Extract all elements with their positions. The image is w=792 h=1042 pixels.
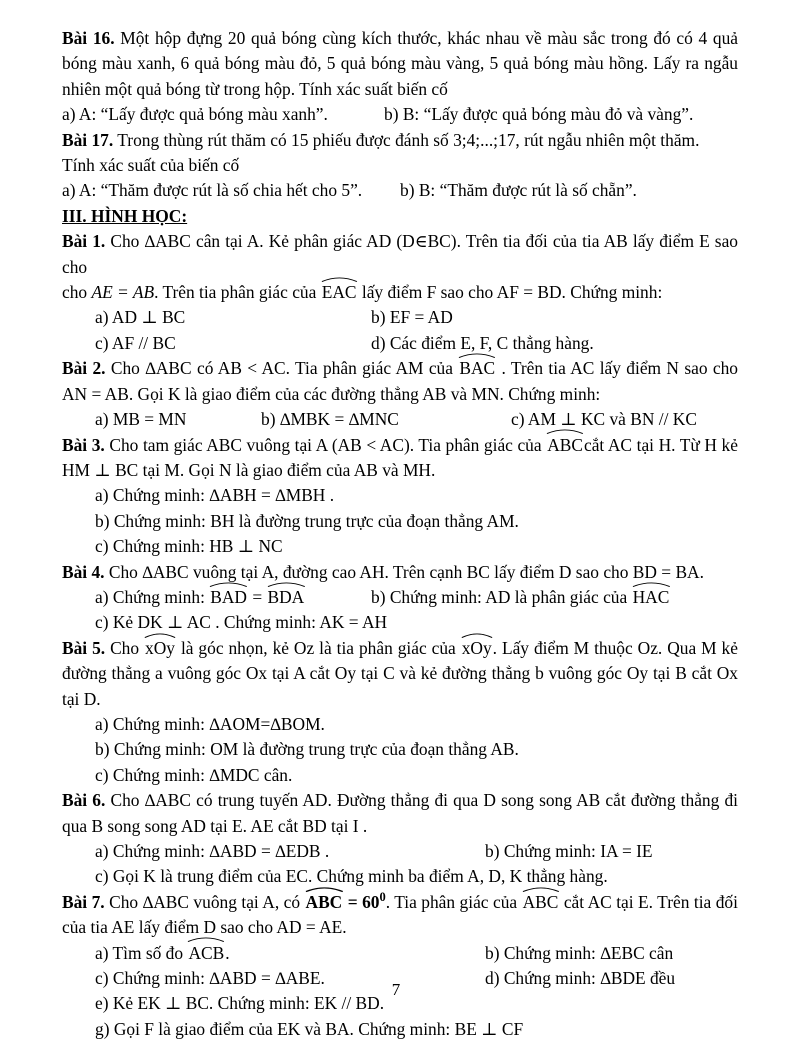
angle-letters: BDA <box>267 586 305 607</box>
exercise-label: Bài 2. <box>62 358 106 379</box>
exercise-bai1-line2: cho AE = AB. Trên tia phân giác của EAC lấy điểm F sao cho AF = BD. Chứng minh: <box>62 280 738 305</box>
bai7-t3: . Tia phân giác của <box>385 891 518 912</box>
angle-letters: ABC <box>305 891 343 912</box>
exercise-body: Một hộp đựng 20 quả bóng cùng kích thước, khác nhau về màu sắc trong đó có 4 quả bóng màu xanh, 6 quả bóng màu đỏ, 5 quả bóng màu vàng, 5 quả bóng màu hồng. Lấy ra ngẫu nhiên một quả bóng từ trong hộp. Tính xác suất biến cố <box>62 28 738 99</box>
exercise-label: Bài 6. <box>62 790 106 811</box>
angle-letters: BAC <box>459 358 496 379</box>
bai5-item-a: a) Chứng minh: ∆AOM=∆BOM. <box>95 713 325 734</box>
exercise-label: Bài 1. <box>62 231 106 252</box>
exercise-bai5 <box>62 636 738 712</box>
bai2-item-b: b) ∆MBK = ∆MNC <box>261 409 399 430</box>
bai6-item-c-row <box>62 864 738 889</box>
bai4-item-b-pre: b) Chứng minh: AD là phân giác của <box>371 586 628 607</box>
bai1-t6: . Chứng minh: <box>561 282 663 303</box>
bai7-item-a-post: . <box>225 942 230 963</box>
bai4-items-row-1 <box>62 585 738 610</box>
section-heading-hinh-hoc: III. HÌNH HỌC: <box>62 205 188 226</box>
bai1-item-d: d) Các điểm E, F, C thẳng hàng. <box>371 332 594 353</box>
bai7-value: 60 <box>362 891 380 912</box>
bai4-t1: Cho ∆ABC vuông tại A, đường cao AH. Trên cạnh BC lấy điểm D sao cho BD = BA. <box>108 561 704 582</box>
exercise-label: Bài 17. <box>62 129 114 150</box>
bai2-t2: . Trên tia AC lấy điểm N sao cho AN = AB. Gọi K là giao điểm của các đường thẳng AB và MN. Chứng minh: <box>62 358 738 404</box>
bai7-t1: Cho ∆ABC vuông tại A, có <box>109 891 301 912</box>
exercise-label: Bài 7. <box>62 891 105 912</box>
bai5-item-a-row <box>62 712 738 737</box>
exercise-bai16 <box>62 26 738 102</box>
bai3-item-a-row <box>62 483 738 508</box>
bai7-item-e: e) Kẻ EK ⊥ BC. Chứng minh: EK // BD. <box>95 993 385 1014</box>
exercise-bai6 <box>62 788 738 839</box>
angle-letters: HAC <box>632 586 670 607</box>
bai6-t1: Cho ∆ABC có trung tuyến AD. Đường thẳng đi qua D song song AB cắt đường thẳng đi qua B song song AD tại E. AE cắt BD tại I . <box>62 790 738 836</box>
bai1-t5: AF = BD <box>496 282 562 303</box>
page-number: 7 <box>391 980 401 999</box>
bai5-item-b: b) Chứng minh: OM là đường trung trực của đoạn thẳng AB. <box>95 739 519 760</box>
bai6-item-b: b) Chứng minh: IA = IE <box>485 841 653 861</box>
bai7-item-g-row <box>62 1017 738 1042</box>
exercise-label: Bài 16. <box>62 28 115 48</box>
bai3-t3: HM ⊥ BC <box>62 459 139 480</box>
angle-abc-2 <box>522 890 560 915</box>
page-content <box>62 26 738 1042</box>
bai1-item-b: b) EF = AD <box>371 307 453 328</box>
bai3-t2: cắt AC tại H. Từ H kẻ <box>583 434 738 455</box>
exercise-bai2 <box>62 356 738 407</box>
exercise-label: Bài 4. <box>62 561 105 582</box>
bai6-items-row-1 <box>62 839 738 864</box>
exercise-bai7 <box>62 890 738 941</box>
exercise-bai3 <box>62 433 738 484</box>
bai2-item-c: c) AM ⊥ KC và BN // KC <box>511 409 697 430</box>
bai7-item-d: d) Chứng minh: ∆BDE đều <box>485 968 676 989</box>
bai2-item-a: a) MB = MN <box>95 409 187 430</box>
bai7-item-a <box>95 941 485 966</box>
angle-bda <box>267 585 306 610</box>
bai2-t1: Cho ∆ABC có AB < AC. Tia phân giác AM của <box>110 358 453 379</box>
angle-letters: EAC <box>321 282 357 303</box>
bai17-item-b: b) B: “Thăm được rút là số chẵn”. <box>400 180 637 201</box>
bai7-eq: = <box>347 891 358 912</box>
bai1-ae-eq-ab: AE = AB <box>91 282 155 303</box>
bai6-item-c: c) Gọi K là trung điểm của EC. Chứng minh ba điểm A, D, K thẳng hàng. <box>95 866 608 887</box>
bai7-item-a-pre: a) Tìm số đo <box>95 942 184 963</box>
bai5-t2: là góc nhọn, kẻ Oz là tia phân giác của <box>180 637 456 658</box>
bai7-value-degree: 0 <box>379 890 386 905</box>
angle-hac <box>632 585 671 610</box>
angle-letters: BAD <box>210 586 247 607</box>
bai5-t3: . Lấy điểm M thuộc Oz. Qua M kẻ đường thẳng a vuông góc Ox tại A cắt Oy tại C và kẻ đường thẳng b vuông góc Oy tại B cắt Ox tại D. <box>62 637 738 709</box>
bai4-eq: = <box>252 586 263 607</box>
bai3-item-b: b) Chứng minh: BH là đường trung trực của đoạn thẳng AM. <box>95 510 519 531</box>
bai7-item-g: g) Gọi F là giao điểm của EK và BA. Chứng minh: BE ⊥ CF <box>95 1018 524 1039</box>
exercise-body: Cho ∆ABC cân tại A. Kẻ phân giác AD (D∈BC). Trên tia đối của tia AB lấy điểm E sao cho <box>62 231 738 277</box>
angle-eac <box>321 280 358 305</box>
bai3-t1: Cho tam giác ABC vuông tại A (AB < AC). Tia phân giác của <box>109 434 542 455</box>
angle-xoy-1 <box>144 636 176 661</box>
bai7-t4: cắt AC tại E. Trên tia đối của tia AE lấy điểm D sao cho AD = AE. <box>62 891 738 938</box>
bai5-item-c: c) Chứng minh: ∆MDC cân. <box>95 764 293 785</box>
bai17-items-row <box>62 178 738 203</box>
bai3-t4: tại M. Gọi N là giao điểm của AB và MH. <box>142 459 436 480</box>
angle-letters: xOy <box>461 637 492 658</box>
angle-xoy-2 <box>461 636 493 661</box>
angle-bad <box>209 585 248 610</box>
angle-letters: ABC <box>547 434 583 455</box>
exercise-body: Trong thùng rút thăm có 15 phiếu được đánh số 3;4;...;17, rút ngẫu nhiên một thăm. <box>117 129 700 150</box>
bai4-item-b <box>371 585 670 610</box>
angle-bac <box>458 356 496 381</box>
bai4-item-a-pre: a) Chứng minh: <box>95 586 205 607</box>
bai7-item-b: b) Chứng minh: ∆EBC cân <box>485 942 674 963</box>
bai6-item-a: a) Chứng minh: ∆ABD = ∆EDB . <box>95 841 330 861</box>
bai7-item-c: c) Chứng minh: ∆ABD = ∆ABE. <box>95 968 325 989</box>
bai16-items-row <box>62 102 738 127</box>
bai4-item-c: c) Kẻ DK ⊥ AC . Chứng minh: AK = AH <box>95 612 388 633</box>
angle-letters: ABC <box>522 891 559 912</box>
bai1-t3: . Trên tia phân giác của <box>154 282 317 303</box>
exercise-bai17-line2: Tính xác suất của biến cố <box>62 155 240 176</box>
exercise-bai17-line1 <box>62 128 738 153</box>
angle-acb <box>187 941 225 966</box>
angle-abc-1 <box>305 890 344 915</box>
angle-letters: ACB <box>188 942 225 963</box>
bai2-items-row <box>62 407 738 432</box>
bai1-items-row-2 <box>62 331 738 356</box>
bai16-item-a: a) A: “Lấy được quả bóng màu xanh”. <box>62 104 328 125</box>
bai1-item-c: c) AF // BC <box>95 332 176 353</box>
bai3-item-a: a) Chứng minh: ∆ABH = ∆MBH . <box>95 485 335 506</box>
angle-abc <box>546 433 584 458</box>
bai1-items-row-1 <box>62 305 738 330</box>
exercise-label: Bài 3. <box>62 434 105 455</box>
bai16-item-b: b) B: “Lấy được quả bóng màu đỏ và vàng”. <box>384 104 694 125</box>
bai4-item-c-row <box>62 610 738 635</box>
bai5-t1: Cho <box>110 637 140 658</box>
bai3-items-row-2 <box>62 509 738 560</box>
bai7-items-row-1 <box>62 941 738 966</box>
bai1-t4: lấy điểm F sao cho <box>361 282 494 303</box>
bai1-item-a: a) AD ⊥ BC <box>95 307 186 328</box>
exercise-bai1-line1 <box>62 229 738 280</box>
angle-letters: xOy <box>145 637 175 658</box>
exercise-bai4 <box>62 560 738 585</box>
bai17-item-a: a) A: “Thăm được rút là số chia hết cho 5”. <box>62 180 363 201</box>
bai3-item-c: c) Chứng minh: HB ⊥ NC <box>95 536 283 557</box>
bai4-item-a <box>95 585 371 610</box>
exercise-label: Bài 5. <box>62 637 106 658</box>
bai5-item-c-row <box>62 763 738 788</box>
bai5-item-b-row <box>62 737 738 762</box>
